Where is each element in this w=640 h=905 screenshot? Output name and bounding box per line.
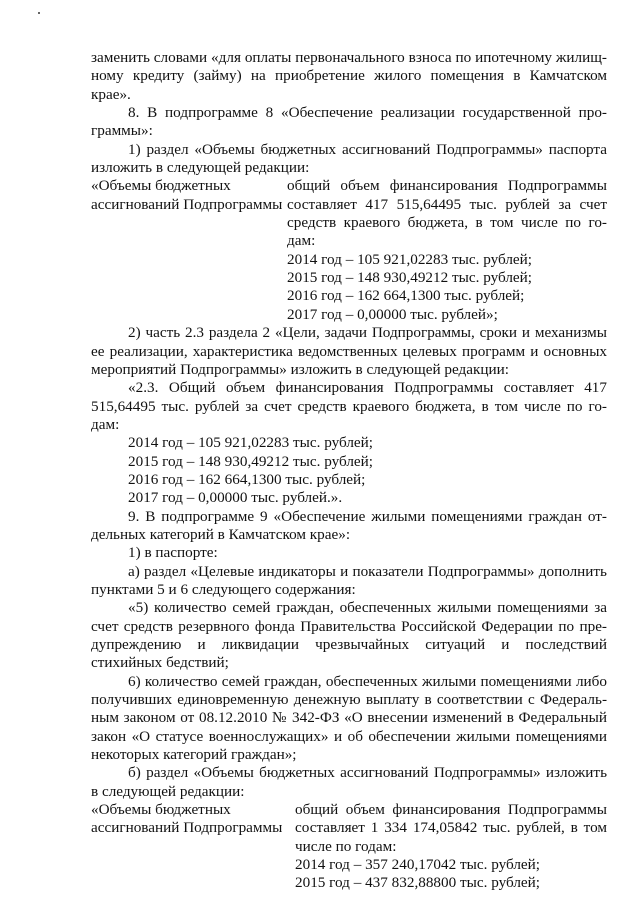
budget-year-line: 2016 год – 162 664,1300 тыс. рублей; [287, 287, 525, 305]
budget-year-line: 2017 год – 0,00000 тыс. рублей»; [287, 305, 498, 323]
paragraph: а) раздел «Целевые индикаторы и показатели Подпрограммы» дополнить пунктами 5 и 6 следующего содержания: [91, 562, 607, 598]
budget-block-text [287, 177, 607, 324]
budget-block-label: «Объемы бюджетных ассигнований Подпрограммы [91, 801, 283, 837]
paragraph: 6) количество семей граждан, обеспеченных жилыми помещениями либо получивших единовременную денежную выплату в соответствии с Федераль-ным законом от 08.12.2010 № 342-ФЗ «О внесении изменений в Федеральный закон «О статусе военнослужащих» и об обеспечении жилыми помещениями некоторых категорий граждан»; [91, 672, 607, 764]
budget-block-text [295, 801, 607, 893]
paragraph: б) раздел «Объемы бюджетных ассигнований Подпрограммы» изложить в следующей редакции: [91, 764, 607, 800]
paragraph: «5) количество семей граждан, обеспеченных жилыми помещениями за счет средств резервного фонда Правительства Российской Федерации по пре-дупреждению и ликвидации чрезвычайных ситуаций и последствий стихийных бедствий; [91, 599, 607, 672]
budget-year-line: 2014 год – 105 921,02283 тыс. рублей; [287, 250, 532, 268]
budget-year-line: 2015 год – 437 832,88800 тыс. рублей; [295, 874, 540, 892]
paragraph: 1) раздел «Объемы бюджетных ассигнований Подпрограммы» паспорта изложить в следующей редакции: [91, 140, 607, 177]
year-line: 2015 год – 148 930,49212 тыс. рублей; [128, 452, 373, 470]
document-page [91, 49, 607, 893]
budget-year-line: 2015 год – 148 930,49212 тыс. рублей; [287, 269, 532, 287]
paragraph: 2) часть 2.3 раздела 2 «Цели, задачи Подпрограммы, сроки и механизмы ее реализации, характеристика ведомственных целевых программ и основных мероприятий Подпрограммы» изложить в следующей редакции: [91, 324, 607, 378]
budget-year-line: 2014 год – 357 240,17042 тыс. рублей; [295, 856, 540, 874]
paragraph: «2.3. Общий объем финансирования Подпрограммы составляет 417 515,64495 тыс. рублей за счет средств краевого бюджета, в том числе по го-дам: [91, 379, 607, 433]
year-line: 2016 год – 162 664,1300 тыс. рублей; [128, 470, 366, 488]
budget-block-subprogram-9 [91, 801, 607, 893]
budget-block-total: общий объем финансирования Подпрограммы составляет 417 515,64495 тыс. рублей за счет средств краевого бюджета, в том числе по го-дам: [287, 177, 607, 250]
paragraph: 8. В подпрограмме 8 «Обеспечение реализации государственной про-граммы»: [91, 104, 607, 140]
year-line: 2014 год – 105 921,02283 тыс. рублей; [128, 434, 373, 452]
paragraph: 9. В подпрограмме 9 «Обеспечение жилыми помещениями граждан от-дельных категорий в Камчатском крае»: [91, 507, 607, 543]
paragraph: заменить словами «для оплаты первоначального взноса по ипотечному жилищ-ному кредиту (займу) на приобретение жилого помещения в Камчатском крае». [91, 49, 607, 103]
budget-block-label: «Объемы бюджетных ассигнований Подпрограммы [91, 177, 283, 213]
scan-speck [38, 12, 40, 14]
paragraph: 1) в паспорте: [128, 544, 218, 562]
budget-block-subprogram-8 [91, 177, 607, 324]
year-line: 2017 год – 0,00000 тыс. рублей.». [128, 489, 343, 507]
budget-block-total: общий объем финансирования Подпрограммы составляет 1 334 174,05842 тыс. рублей, в том числе по годам: [295, 801, 607, 855]
